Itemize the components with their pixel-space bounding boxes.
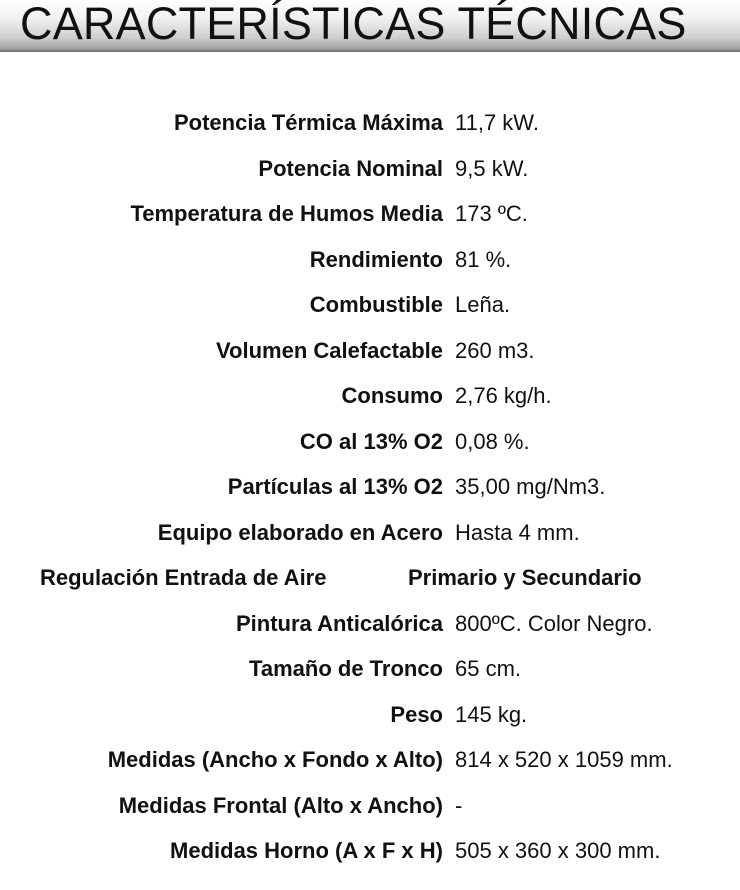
spec-value: 173 ºC. [455, 201, 528, 226]
spec-row-volumen-calefactable [0, 326, 740, 372]
spec-value: Primario y Secundario [408, 565, 642, 590]
spec-value: 81 %. [455, 246, 512, 272]
spec-row-tronco [0, 644, 740, 690]
spec-row-potencia-termica-maxima [0, 98, 740, 144]
spec-row-rendimiento [0, 235, 740, 281]
spec-value: - [455, 792, 463, 818]
spec-row-combustible [0, 280, 740, 326]
spec-row-medidas-frontal [0, 781, 740, 827]
spec-label: Volumen Calefactable [216, 337, 443, 363]
spec-label: Peso [390, 701, 443, 727]
spec-label: Medidas (Ancho x Fondo x Alto) [107, 747, 443, 772]
spec-value: 2,76 kg/h. [455, 383, 552, 408]
spec-row-acero [0, 508, 740, 554]
spec-value: 260 m3. [455, 337, 535, 363]
spec-label: Consumo [341, 383, 443, 408]
spec-value: 505 x 360 x 300 mm. [455, 838, 661, 863]
spec-value: 9,5 kW. [455, 155, 529, 181]
spec-row-regulacion-aire [0, 553, 740, 599]
spec-label: Temperatura de Humos Media [130, 201, 443, 226]
spec-value: Hasta 4 mm. [455, 519, 580, 545]
spec-label: Potencia Nominal [258, 155, 443, 181]
spec-label: Rendimiento [309, 246, 443, 272]
spec-value: 65 cm. [455, 656, 522, 681]
spec-row-potencia-nominal [0, 144, 740, 190]
spec-value: Leña. [455, 292, 511, 317]
spec-label: CO al 13% O2 [299, 428, 443, 454]
spec-value: 35,00 mg/Nm3. [455, 474, 606, 499]
spec-row-temperatura-humos [0, 189, 740, 235]
spec-label: Potencia Térmica Máxima [173, 110, 443, 135]
spec-value: 814 x 520 x 1059 mm. [455, 747, 673, 772]
spec-row-particulas [0, 462, 740, 508]
spec-row-consumo [0, 371, 740, 417]
spec-row-medidas-horno [0, 826, 740, 872]
spec-label: Combustible [309, 292, 443, 317]
spec-label: Regulación Entrada de Aire [40, 565, 327, 590]
spec-row-co [0, 417, 740, 463]
spec-label: Tamaño de Tronco [249, 656, 443, 681]
spec-value: 0,08 %. [455, 428, 530, 454]
header-bar [0, 0, 740, 52]
spec-table [0, 98, 740, 872]
spec-label: Medidas Horno (A x F x H) [170, 838, 443, 863]
spec-row-medidas [0, 735, 740, 781]
spec-value: 11,7 kW. [455, 110, 539, 135]
spec-label: Medidas Frontal (Alto x Ancho) [118, 792, 443, 818]
spec-row-peso [0, 690, 740, 736]
spec-label: Equipo elaborado en Acero [157, 519, 443, 545]
spec-value: 145 kg. [455, 701, 528, 727]
page-title: CARACTERÍSTICAS TÉCNICAS [20, 0, 687, 49]
spec-row-pintura [0, 599, 740, 645]
spec-value: 800ºC. Color Negro. [455, 610, 653, 636]
spec-label: Pintura Anticalórica [235, 610, 443, 636]
spec-label: Partículas al 13% O2 [227, 474, 443, 499]
